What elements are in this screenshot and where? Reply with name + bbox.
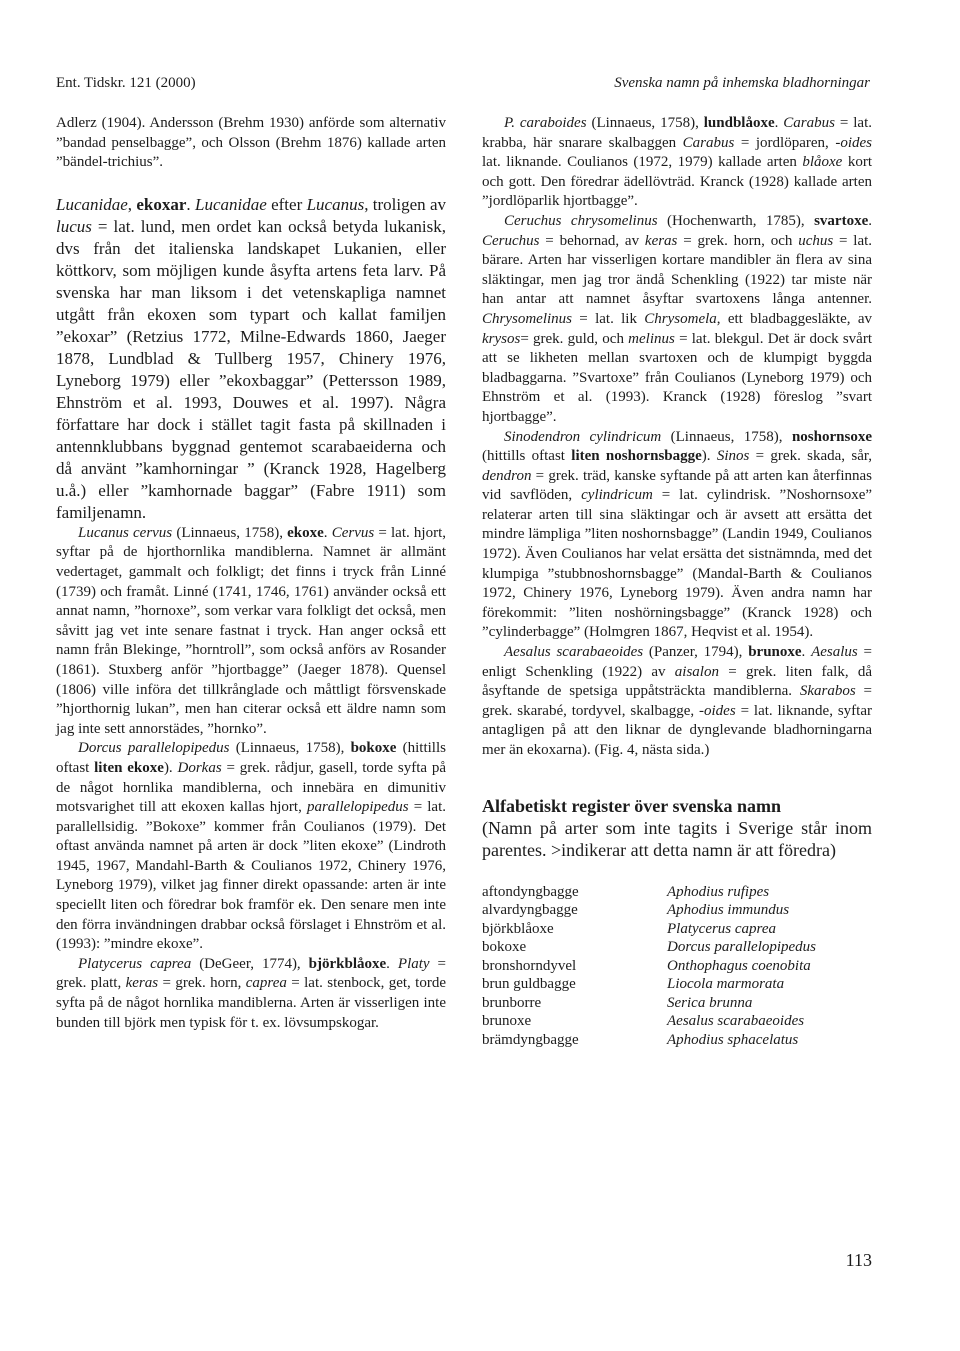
register-latin-name: Onthophagus coenobita xyxy=(667,957,811,974)
paragraph-ceruchus: Ceruchus chrysomelinus (Hochenwarth, 1785), svartoxe. Ceruchus = behornad, av keras = grek. horn, och uchus = lat. bärare. Arten har visserligen kortare mandibler än flera av sina släktingar, men jag tror ändå Schenkling (1922) tar miste när han antar att namnet åsyftar svartoxens långa antenner. Chrysomelinus = lat. lik Chrysomela, ett bladbaggesläkte, av krysos= grek. guld, och melinus = lat. blekgul. Det är dock svårt att se likheten mellan svartoxen och de klumpigt byggda bladbaggarna. ”Svartoxe” från Coulianos (Lyneborg 1979) och Ehnström et al. (1993). Kranck (1928) föreslog ”svart hjortbagge”. xyxy=(482,212,873,425)
paragraph-sinodendron: Sinodendron cylindricum (Linnaeus, 1758), noshornsoxe (hittills oftast liten noshornsbagge). Sinos = grek. skada, sår, dendron = grek. träd, kanske syftande på att arten kan återfinnas vid savflöden, cylindricum = lat. cylindrisk. ”Noshornsoxe” relaterar arten till sina släktingar och är avsett att ersätta det mindre lämpliga ”liten noshornsbagge” (Landin 1949, Coulianos 1972). Även Coulianos har velat ersätta det sistnämnda, med det klumpiga ”stubbnoshornsbagge” (Mandal-Barth & Coulianos 1972, Chinery 1976, Lyneborg 1979). Även andra namn har förekommit: ”liten noshörningsbagge” (Kranck 1928) och ”cylinderbagge” (Holmgren 1867, Heqvist et al. 1954). xyxy=(482,428,873,641)
paragraph-platycerus: Platycerus caprea (DeGeer, 1774), björkblåoxe. Platy = grek. platt, keras = grek. horn, caprea = lat. stenbock, get, torde syfta på de något hornlika mandiblerna. Arten är visserligen inte bunden till björk men typisk för t. ex. lövsumpskogar. xyxy=(56,955,446,1031)
register-swedish-name: brun guldbagge xyxy=(482,976,576,993)
register-subtitle: (Namn på arter som inte tagits i Sverige står inom parentes. >indikerar att detta namn är att föredra) xyxy=(482,817,872,861)
register-swedish-name: brunborre xyxy=(482,994,542,1011)
paragraph-caraboides: P. caraboides (Linnaeus, 1758), lundblåoxe. Carabus = lat. krabba, här snarare skalbaggen Carabus = jordlöparen, -oides lat. liknande. Coulianos (1972, 1979) kallade arten blåoxe kort och gott. Den föredrar ädellövträd. Kranck (1928) kallade arten ”jordlöparlik hjortbagge”. xyxy=(482,115,873,210)
register-swedish-name: brunoxe xyxy=(482,1013,532,1030)
register-latin-name: Serica brunna xyxy=(667,994,753,1011)
left-column xyxy=(56,114,446,1033)
register-swedish-name: bokoxe xyxy=(482,939,527,956)
register-swedish-name: aftondyngbagge xyxy=(482,883,579,900)
paragraph-lucanidae: Lucanidae, ekoxar. Lucanidae efter Lucanus, troligen av lucus = lat. lund, men ordet kan också betyda lukanisk, dvs från det italienska landskapet Lukanien, eller köttkorv, som möjligen kunde åsyfta artens feta larv. På svenska har man liksom i det vetenskapliga namnet utgått från ekoxen som typart och kallat familjen ”ekoxar” (Retzius 1772, Milne-Edwards 1860, Jaeger 1878, Lundblad & Tullberg 1957, Chinery 1976, Lyneborg 1979) eller ”ekoxbaggar” (Pettersson 1989, Ehnström et al. 1993, Douwes et al. 1997). Några författare har dock i stället tagit fasta på skillnaden i antennklubbans byggnad gentemot scarabaeiderna och då använt ”kamhorningar ” (Kranck 1928, Hagelberg u.å.) eller ”kamhornade baggar” (Fabre 1911) som familjenamn. xyxy=(56,194,447,522)
paragraph-lucanus-cervus: Lucanus cervus (Linnaeus, 1758), ekoxe. Cervus = lat. hjort, syftar på de hjorthornlika mandiblerna. Namnet är allmänt vedertaget, gammalt och folkligt; det finns i tryck från Linné (1739) och framåt. Linné (1741, 1746, 1761) använder också ett annat namn, ”hornoxe”, som verkar vara folkligt det också, men såvitt jag vet inte senare fastnat i tryck. Han anger också ett namn från Blekinge, ”horntroll”, som också anförs av Rosander (1861). Stuxberg anför ”hjortbagge” (Jaeger 1878). Quensel (1806) ville införa det tillkrånglade och måttligt försvenskade ”hjorthornig lukan”, men han citerar också ett äldre namn som jag inte sett annorstädes, ”hornko”. xyxy=(56,524,446,737)
register-latin-name: Aphodius sphacelatus xyxy=(667,1031,799,1048)
register-swedish-name: björkblåoxe xyxy=(482,920,554,937)
register-latin-name: Dorcus parallelopipedus xyxy=(667,939,817,956)
running-header-left: Ent. Tidskr. 121 (2000) xyxy=(56,75,196,91)
register-latin-name: Aphodius rufipes xyxy=(667,883,770,900)
register-swedish-name: brämdyngbagge xyxy=(482,1031,579,1048)
register-table xyxy=(482,883,872,1050)
register-latin-name: Platycerus caprea xyxy=(667,920,776,937)
register-latin-name: Aphodius immundus xyxy=(667,902,790,919)
running-header-right: Svenska namn på inhemska bladhorningar xyxy=(614,75,870,91)
register-latin-name: Aesalus scarabaeoides xyxy=(667,1013,805,1030)
register-latin-name: Liocola marmorata xyxy=(667,976,785,993)
page-number: 113 xyxy=(845,1250,872,1270)
paragraph-intro: Adlerz (1904). Andersson (Brehm 1930) anförde som alternativ ”bandad penselbagge”, och Olsson (Brehm 1876) kallade arten ”bändel-trichius”. xyxy=(56,115,446,171)
paragraph-dorcus: Dorcus parallelopipedus (Linnaeus, 1758), bokoxe (hittills oftast liten ekoxe). Dorkas = grek. rådjur, gasell, torde syfta på de något hornlika mandiblerna, och innebära en dimunitiv motsvarighet till att ekoxen kallas hjort, parallelopipedus = lat. parallellsidig. ”Bokoxe” kommer från Coulianos (1979). Det oftast använda namnet på arten är dock ”liten ekoxe” (Lindroth 1945, 1967, Mandahl-Barth & Coulianos 1972, Chinery 1976, Lyneborg 1979), vilket jag finner direkt opassande: arten är inte speciellt liten och föredrar bok framför ek. Den senare men inte den förra invändningen drabbar också förslaget i Ehnström et al. (1993): ”mindre ekoxe”. xyxy=(56,740,447,953)
register-swedish-name: bronshorndyvel xyxy=(482,957,577,974)
register-title: Alfabetiskt register över svenska namn xyxy=(482,795,781,816)
right-column xyxy=(482,114,872,1049)
register-swedish-name: alvardyngbagge xyxy=(482,902,578,919)
paragraph-aesalus: Aesalus scarabaeoides (Panzer, 1794), brunoxe. Aesalus = enligt Schenkling (1922) av aisalon = grek. liten falk, då åsyftande de spetsiga uppåtsträckta mandiblerna. Skarabos = grek. skarabé, tordyvel, skalbagge, -oides = lat. liknande, syftar antagligen på att den liknar de dynglevande bladhorningarna mer än ekoxarna). (Fig. 4, nästa sida.) xyxy=(482,644,872,758)
